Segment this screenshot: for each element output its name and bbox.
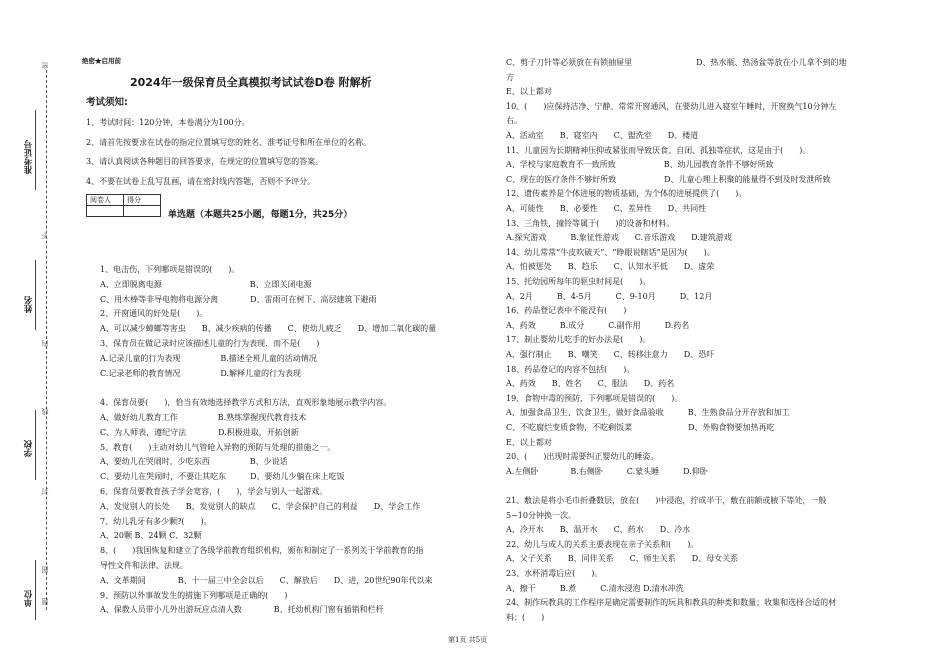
question-line: A、药效 B、姓名 C、服法 D、药名	[506, 379, 675, 389]
seal-char: 图	[41, 566, 49, 573]
question-line: 料；( )	[506, 612, 545, 622]
notice-heading: 考试须知:	[86, 97, 128, 108]
question-line: C、不吃腐烂变质食物，不吃剩饭菜 D、外购食物要加热再吃	[506, 423, 775, 432]
question-line: 24、制作玩教具的工作程序是确定需要制作的玩具和教具的种类和数量；收集和选择合适的材	[506, 598, 837, 608]
question-line: 11、儿童因为长期精神压抑或紧张而导致厌食、自闭、孤独等症状，这是由于( )。	[506, 145, 811, 155]
question-line: A、父子关系 B、同伴关系 C、师生关系 D、母女关系	[506, 554, 739, 564]
score-cell[interactable]	[124, 206, 161, 217]
question-line: A、保教人员带小儿外出游玩应点清人数 B、托幼机构门窗有插销和栏杆	[100, 605, 384, 615]
question-line: A、2月 B、4-5月 C、9-10月 D、12月	[506, 291, 713, 301]
school-field[interactable]	[35, 410, 37, 480]
binding-margin	[0, 0, 62, 671]
question-line: 7、幼儿乳牙有多少颗?( )。	[100, 516, 212, 526]
question-line: C、要幼儿在哭闹时，不要让其吃东 D、要幼儿少躺在床上吃饭	[100, 472, 345, 482]
question-line: C、剪子刀针等必须放在有锁抽屉里 D、热水瓶、热汤盆等放在小儿拿不到的地	[506, 58, 847, 67]
question-line: A、学校与家庭教育不一致所致 B、幼儿园教育条件不够好所致	[506, 160, 774, 170]
question-line: A.左侧卧 B.右侧卧 C.蒙头睡 D.仰卧	[506, 466, 708, 476]
question-line: C、现在的医疗条件不够好所致 D、儿童心理上积聚的能量得不到及时发泄所致	[506, 174, 831, 184]
score-table	[86, 194, 161, 217]
question-line: A、擦干 B.煮 C.清水浸泡 D.清水冲洗	[506, 583, 684, 593]
question-line: A、文革期间 B、十一届三中全会以后 C、解放后 D、进，20世纪90年代以来	[100, 575, 433, 585]
question-line: 19、食物中毒的预防，下列哪项是错误的( )。	[506, 393, 683, 403]
question-line: A、20颗 B、24颗 C、32颗	[100, 531, 202, 541]
question-line: A、要幼儿在哭闹时，少吃东西 B、少说话	[100, 457, 288, 467]
question-line: 14、幼儿常常“牛皮吹破天”、“睁眼说瞎话”是因为( )。	[506, 247, 715, 257]
seal-char: 线	[41, 408, 49, 415]
unit-label: 单位	[24, 590, 34, 607]
admit-number-label: 准考证号	[24, 140, 34, 174]
notice-item: 1、考试时间：120分钟，本卷满分为100分。	[86, 118, 250, 127]
question-line: 5、教育( )主动对幼儿气管呛入异物的预防与处理的措施之一。	[100, 442, 336, 452]
question-line: E、以上都对	[506, 87, 552, 97]
seal-char: 内	[41, 340, 49, 347]
question-line: C.记录老师的教育情况 D.解释儿童的行为表现	[100, 368, 302, 378]
notice-item: 2、请首先按要求在试卷的指定位置填写您的姓名、准考证号和所在单位的名称。	[86, 138, 372, 147]
question-line: 5~10分钟换一次。	[506, 510, 576, 520]
question-line: A、立即脱离电源 B、立即关闭电源	[100, 279, 312, 289]
question-line: A、活动室 B、寝室内 C、盥洗室 D、楼道	[506, 131, 699, 140]
question-line: A、怕被惩处 B、趋乐 C、认知水平低 D、虚荣	[506, 262, 715, 272]
question-line: C、用木棒等非导电物将电源分离 D、雷雨可在树下、高层建筑下避雨	[100, 294, 377, 304]
page-footer: 第1页 共5页	[448, 636, 488, 644]
grader-header: 阅卷人	[87, 195, 124, 206]
grader-cell[interactable]	[87, 206, 124, 217]
question-line: 21、敷法是将小毛巾折叠数层，放在( )中浸泡，拧成半干，敷在前额或腋下等处，一般	[506, 496, 827, 505]
question-line: 9、预防以外事故发生的措施下列哪项是正确的( )	[100, 590, 288, 600]
seal-char: 题	[41, 598, 49, 605]
question-line: A、可能性 B、必要性 C、差异性 D、共同性	[506, 204, 707, 213]
question-line: C、为人师表，遵纪守法 D.积极进取，开拓创新	[100, 427, 299, 437]
question-line: A、做好幼儿教育工作 B.熟练掌握现代教育技术	[100, 413, 307, 422]
question-line: 6、保育员要教育孩子学会宽容，( )，学会与别人一起游戏。	[100, 487, 328, 496]
question-line: A.记录儿童的行为表现 B.描述全班儿童的活动情况	[100, 353, 317, 363]
question-line: A、冷开水 B、温开水 C、药水 D、冷水	[506, 525, 691, 535]
question-line: 23、水杯消毒后应( )。	[506, 569, 603, 578]
question-line: A.探究游戏 B.象征性游戏 C.音乐游戏 D.建筑游戏	[506, 233, 732, 243]
question-line: 10、( )应保持洁净、宁静、常常开窗通风，在要幼儿进入寝室午睡时，开窗换气10分钟左	[506, 101, 837, 111]
question-line: 16、药品登记表中不能没有( )	[506, 306, 627, 316]
name-label: 姓名	[24, 296, 34, 313]
section-heading: 单选题（本题共25小题，每题1分，共25分）	[168, 210, 353, 220]
question-line: 13、三角铁，撞铃等属于( )的设备和材料。	[506, 218, 675, 228]
question-line: A、药效 B.成分 C.副作用 D.药名	[506, 320, 690, 330]
question-line: 1、电击伤，下列哪项是错误的( )。	[100, 265, 240, 274]
unit-field[interactable]	[35, 560, 37, 620]
name-field[interactable]	[35, 260, 37, 330]
question-line: A、发觉别人的长处 B、发觉别人的缺点 C、学会保护自己的利益 D、学会工作	[100, 501, 421, 511]
question-line: 4、保育员要( )，恰当有效地选择教学方式和方法，直观形象地展示教学内容。	[100, 398, 392, 408]
question-line: 导性文件和法律、法规。	[100, 561, 188, 570]
page-title: 2024年一级保育员全真模拟考试试卷D卷 附解析	[130, 76, 372, 89]
question-line: A、强行制止 B、嘲笑 C、转移注意力 D、恐吓	[506, 350, 715, 359]
question-line: 20、( )出现时需要纠正婴幼儿的睡姿。	[506, 452, 659, 462]
school-label: 学校	[24, 440, 34, 457]
secret-mark: 绝密★启用前	[82, 57, 121, 65]
question-line: 2、开窗通风的好处是( )。	[100, 309, 208, 319]
question-line: 15、托幼园所每年的驱虫时间是( )。	[506, 277, 651, 286]
question-line: A、加强食品卫生、饮食卫生，做好食品验收 B、生熟食品分开存放和加工	[506, 408, 790, 418]
admit-number-field[interactable]	[35, 110, 37, 190]
question-line: 3、保育员在做记录时应该描述儿童的行为表现．而不是( )	[100, 339, 320, 348]
question-line: 方	[506, 72, 514, 82]
notice-item: 3、请认真阅读各种题目的回答要求，在规定的位置填写您的答案。	[86, 157, 324, 166]
question-line: 右。	[506, 116, 522, 126]
score-header: 得分	[124, 195, 161, 206]
question-line: 8、( )我国恢复和建立了各级学前教育组织机构，颁布和制定了一系列关于学前教育的指	[100, 546, 424, 556]
seal-char: 封	[41, 488, 49, 495]
seal-char: 不	[41, 232, 49, 239]
question-line: A、可以减少蟑螂等害虫 B、减少疾病的传播 C、使幼儿疲乏 D、增加二氧化碳的量	[100, 324, 437, 334]
question-line: 18、药品登记的内容不包括( )。	[506, 364, 635, 374]
seal-char: 密	[41, 62, 49, 69]
question-line: E、以上都对	[506, 437, 552, 447]
question-line: 12、遗传素养是个体进展的物质基础，为个体的进展提供了( )。	[506, 189, 747, 199]
question-line: 22、幼儿与成人的关系主要表现在亲子关系和( )。	[506, 539, 699, 549]
question-line: 17、制止婴幼儿吃手的好办法是( )。	[506, 335, 651, 345]
notice-item: 4、不要在试卷上乱写乱画，请在密封线内答题，否则不予评分。	[86, 177, 316, 186]
